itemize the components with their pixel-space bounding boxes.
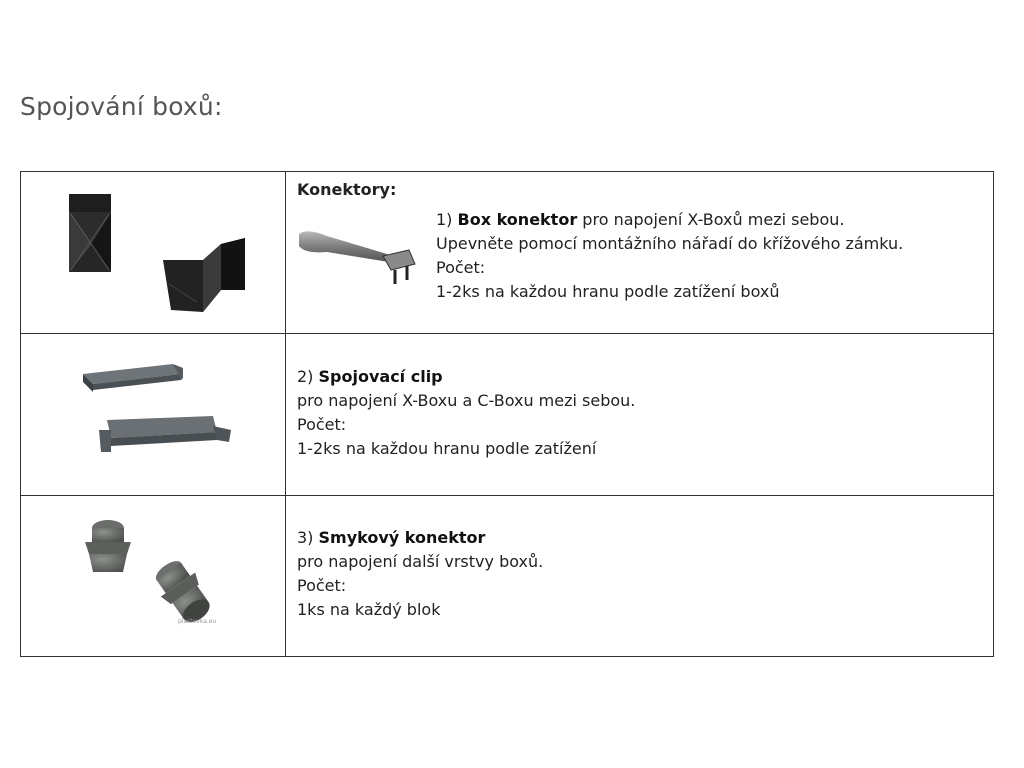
box-connector-image	[21, 172, 285, 333]
table-row	[21, 334, 994, 496]
row-line-1	[436, 208, 903, 232]
table-row	[21, 496, 994, 657]
row-line-4: 1ks na každý blok	[297, 600, 441, 619]
watermark: plastovka.eu	[178, 618, 217, 625]
tool-image	[297, 218, 432, 290]
row-line-2: pro napojení X-Boxu a C-Boxu mezi sebou.	[297, 391, 636, 410]
row-line-4: 1-2ks na každou hranu podle zatížení	[297, 439, 597, 458]
shear-connector-image	[21, 496, 285, 656]
row-line-2: pro napojení další vrstvy boxů.	[297, 552, 544, 571]
image-cell-box-connector	[21, 172, 286, 334]
item-name: Smykový konektor	[318, 528, 486, 547]
row-line-3: Počet:	[436, 258, 486, 277]
row-line-3: Počet:	[297, 415, 347, 434]
text-cell-shear-connector	[286, 496, 994, 657]
row-line-4: 1-2ks na každou hranu podle zatížení boxů	[436, 282, 780, 301]
item-name: Box konektor	[457, 210, 578, 229]
item-number: 3)	[297, 528, 314, 547]
image-cell-shear-connector	[21, 496, 286, 657]
row-heading: Konektory:	[297, 180, 397, 199]
text-cell-clip	[286, 334, 994, 496]
row-line-2: Upevněte pomocí montážního nářadí do křížového zámku.	[436, 234, 904, 253]
row-line-3: Počet:	[297, 576, 347, 595]
row-line-1	[297, 526, 543, 550]
item-number: 1)	[436, 210, 453, 229]
item-name: Spojovací clip	[318, 367, 443, 386]
item-description: pro napojení X-Boxů mezi sebou.	[577, 210, 845, 229]
page-title: Spojování boxů:	[20, 92, 223, 121]
item-number: 2)	[297, 367, 314, 386]
connector-tool-image	[297, 218, 432, 290]
row-line-1	[297, 365, 635, 389]
text-cell-box-connector	[286, 172, 994, 334]
image-cell-clip	[21, 334, 286, 496]
table-row	[21, 172, 994, 334]
clip-image	[21, 334, 285, 495]
connector-table	[20, 171, 994, 657]
